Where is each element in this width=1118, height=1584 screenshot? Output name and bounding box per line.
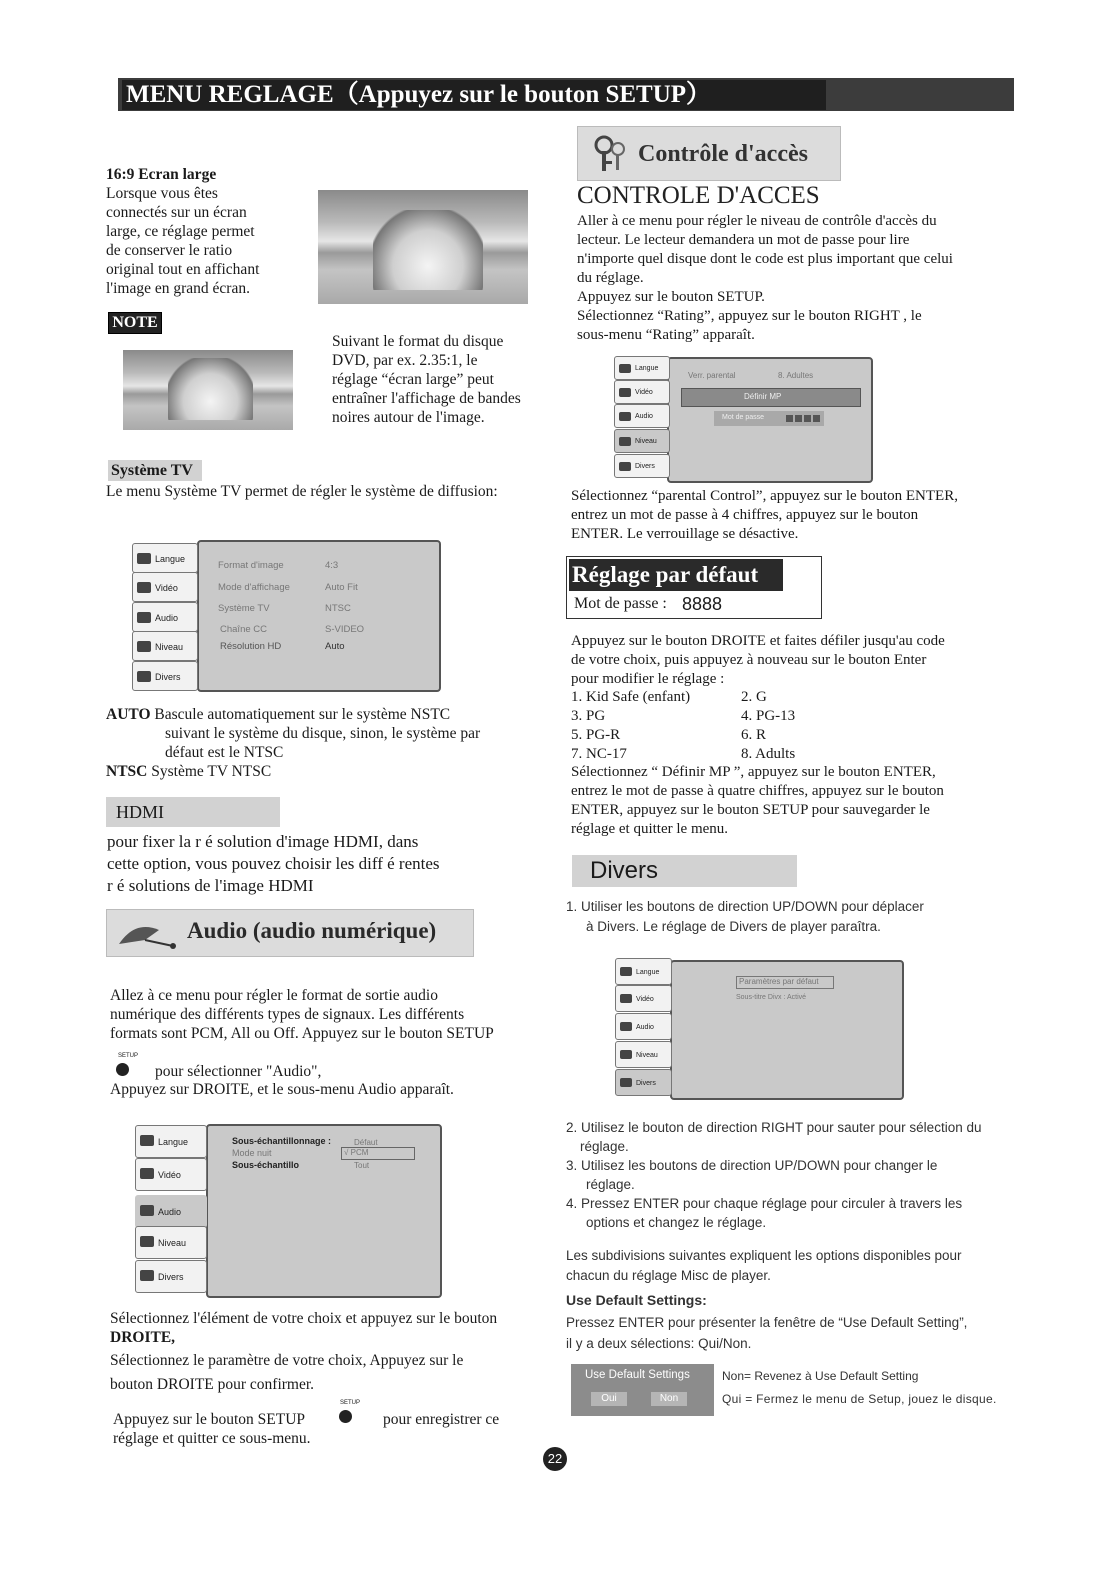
note-line: entraîner l'affichage de bandes [332, 390, 521, 407]
note-text [332, 332, 562, 427]
password-field[interactable]: Mot de passe [714, 411, 824, 426]
ntsc-description [106, 762, 546, 781]
access-heading: CONTROLE D'ACCES [577, 182, 820, 209]
wide-line: connectés sur un écran [106, 204, 247, 221]
access-line: n'importe quel disque dont le code est plus important que celui [577, 251, 953, 267]
sidebar-item-divers[interactable]: Divers [615, 1069, 672, 1096]
audio-text [110, 986, 550, 1043]
password-value: 8888 [682, 594, 723, 614]
sidebar-item-divers[interactable]: Divers [132, 661, 198, 691]
hdmi-line: r é solutions de l'image HDMI [107, 876, 314, 895]
wide-screen-section [106, 165, 306, 298]
select-instructions [110, 1309, 560, 1394]
access-line: Appuyez sur le bouton SETUP. [577, 289, 765, 305]
setup-button-icon [116, 1063, 129, 1076]
audio-line: numérique des différents types de signaux. Les différents [110, 1006, 465, 1023]
menu-row-value: Auto [325, 641, 345, 652]
sidebar-item-niveau[interactable]: Niveau [614, 429, 670, 453]
lock-icon [620, 1050, 632, 1059]
lock-icon [140, 1236, 154, 1247]
divers-menu-sidebar [615, 958, 675, 1098]
non-button[interactable]: Non [651, 1392, 687, 1406]
parental-text [571, 487, 1021, 544]
hdmi-text [107, 831, 547, 897]
sidebar-item-video[interactable]: Vidéo [132, 572, 198, 602]
note-badge: NOTE [108, 312, 162, 334]
folder-icon [619, 462, 631, 471]
auto-line: suivant le système du disque, sinon, le système par [165, 725, 481, 742]
divers-step: réglage. [586, 1177, 635, 1192]
speaker-icon [137, 553, 151, 564]
tv-system-heading: Système TV [108, 460, 202, 481]
audio-icon [619, 412, 631, 421]
password-dots [786, 415, 820, 422]
folder-icon [140, 1270, 154, 1281]
access-line: du réglage. [577, 270, 644, 286]
define-line: réglage et quitter le menu. [571, 821, 729, 837]
satellite-dish-icon [115, 918, 179, 950]
subdivisions-text: Les subdivisions suivantes expliquent les options disponibles pour chacun du réglage Misc de player. [566, 1248, 962, 1283]
wide-line: l'image en grand écran. [106, 280, 250, 297]
auto-line: défaut est le NTSC [165, 744, 284, 761]
tv-icon [619, 388, 631, 397]
parental-line: Sélectionnez “parental Control”, appuyez sur le bouton ENTER, [571, 488, 958, 504]
sidebar-item-langue[interactable]: Langue [135, 1125, 207, 1158]
sidebar-item-video[interactable]: Vidéo [614, 380, 670, 404]
access-line: sous-menu “Rating” apparaît. [577, 327, 755, 343]
hdmi-line: cette option, vous pouvez choisir les diff é rentes [107, 854, 440, 873]
default-line: de votre choix, puis appuyez à nouveau sur le bouton Enter [571, 652, 927, 668]
dialog-title: Use Default Settings [585, 1369, 690, 1381]
sidebar-item-niveau[interactable]: Niveau [132, 631, 198, 661]
use-default-text: Pressez ENTER pour présenter la fenêtre de “Use Default Setting”, il y a deux sélections: Qui/Non. [566, 1315, 968, 1351]
setup-small-label: SETUP [118, 1053, 139, 1059]
audio-heading-box [106, 909, 474, 957]
audio-row-value: Tout [354, 1161, 370, 1170]
menu-row-value: 4:3 [325, 560, 339, 571]
access-title: Contrôle d'accès [638, 141, 808, 167]
non-explanation: Non= Revenez à Use Default Setting [722, 1369, 919, 1383]
audio-icon [620, 1022, 632, 1031]
save-text: réglage et quitter ce sous-menu. [113, 1430, 311, 1447]
save-text: Appuyez sur le bouton SETUP [113, 1411, 306, 1428]
hdmi-line: pour fixer la r é solution d'image HDMI, dans [107, 832, 419, 851]
ntsc-text: Système TV NTSC [151, 763, 272, 780]
default-text [571, 632, 1021, 689]
select-line: DROITE, [110, 1329, 176, 1346]
menu-row-label[interactable]: Résolution HD [220, 641, 282, 652]
audio-row-label[interactable]: Sous-échantillonnage : [232, 1136, 332, 1146]
lock-icon [137, 641, 151, 652]
sidebar-item-video[interactable]: Vidéo [135, 1158, 207, 1191]
menu-row-label[interactable]: Chaîne CC [220, 624, 267, 635]
sidebar-item-audio[interactable]: Audio [614, 404, 670, 428]
keys-icon [590, 133, 630, 175]
speaker-icon [619, 364, 631, 373]
access-title-box [577, 126, 841, 181]
wide-line: original tout en affichant [106, 261, 260, 278]
define-line: entrez le mot de passe à quatre chiffres, appuyez sur le bouton [571, 783, 944, 799]
parental-lock-value: 8. Adultes [778, 371, 814, 380]
rating-row: 5. PG-R 6. R [571, 727, 767, 743]
audio-menu-sidebar [135, 1125, 211, 1295]
note-line: noires autour de l'image. [332, 409, 485, 426]
audio-row-label[interactable]: Sous-échantillo [232, 1160, 300, 1170]
audio-line: formats sont PCM, All ou Off. Appuyez sur le bouton SETUP [110, 1025, 494, 1042]
page-title: MENU REGLAGE（Appuyez sur le bouton SETUP） [122, 80, 826, 110]
default-settings-title: Réglage par défaut [569, 559, 783, 591]
setup-button-icon [339, 1410, 352, 1423]
setup-small-label: SETUP [340, 1400, 361, 1406]
default-params-option[interactable]: Paramètres par défaut [736, 976, 834, 989]
wide-screen-heading: 16:9 Ecran large [106, 166, 217, 183]
divers-steps [566, 1118, 1026, 1232]
select-line: bouton DROITE pour confirmer. [110, 1376, 315, 1393]
access-text [577, 212, 1017, 345]
sidebar-item-langue[interactable]: Langue [615, 958, 672, 985]
set-password-option[interactable]: Définir MP [681, 388, 861, 407]
speaker-icon [140, 1135, 154, 1146]
password-label: Mot de passe : [574, 595, 667, 612]
access-line: lecteur. Le lecteur demandera un mot de passe pour lire [577, 232, 910, 248]
divx-subtitle-row[interactable]: Sous-titre Divx : Activé [736, 994, 807, 1001]
define-line: ENTER, appuyez sur le bouton SETUP pour sauvegarder le [571, 802, 930, 818]
sidebar-item-audio[interactable]: Audio [132, 602, 198, 632]
audio-line: Allez à ce menu pour régler le format de sortie audio [110, 987, 438, 1004]
menu-row-value: NTSC [325, 603, 351, 614]
audio-icon [137, 612, 151, 623]
note-line: réglage “écran large” peut [332, 371, 494, 388]
rating-row: 1. Kid Safe (enfant) 2. G [571, 689, 767, 705]
sidebar-item-audio[interactable]: Audio [135, 1195, 207, 1228]
divers-step-1: 1. Utiliser les boutons de direction UP/DOWN pour déplacer à Divers. Le réglage de Divers de player paraîtra. [566, 899, 924, 934]
parental-line: ENTER. Le verrouillage se désactive. [571, 526, 799, 542]
auto-label: AUTO [106, 706, 151, 723]
audio-pcm-option[interactable]: √ PCM [341, 1147, 415, 1160]
iceberg-image-letterbox [123, 350, 293, 430]
select-line: Sélectionnez le paramètre de votre choix, Appuyez sur le [110, 1352, 464, 1369]
divers-step: options et changez le réglage. [586, 1215, 767, 1230]
audio-right-text: Appuyez sur DROITE, et le sous-menu Audio apparaît. [110, 1081, 454, 1098]
parental-line: entrez un mot de passe à 4 chiffres, appuyez sur le bouton [571, 507, 919, 523]
divers-step: 2. Utilisez le bouton de direction RIGHT pour sauter pour sélection du [566, 1120, 982, 1135]
default-line: pour modifier le réglage : [571, 671, 725, 687]
sidebar-item-divers[interactable]: Divers [614, 454, 670, 478]
folder-icon [620, 1078, 632, 1087]
note-line: Suivant le format du disque [332, 333, 504, 350]
tv-icon [140, 1168, 154, 1179]
divers-step: réglage. [580, 1139, 629, 1154]
audio-select-text: pour sélectionner "Audio", [155, 1063, 322, 1080]
iceberg-image-wide [318, 190, 528, 304]
speaker-icon [620, 967, 632, 976]
folder-icon [137, 671, 151, 682]
ntsc-label: NTSC [106, 763, 148, 780]
rating-row: 7. NC-17 8. Adults [571, 746, 796, 762]
define-line: Sélectionnez “ Définir MP ”, appuyez sur le bouton ENTER, [571, 764, 936, 780]
use-default-heading: Use Default Settings: [566, 1292, 707, 1308]
tv-system-text: Le menu Système TV permet de régler le système de diffusion: [106, 483, 498, 500]
save-text: pour enregistrer ce [383, 1411, 500, 1428]
tv-menu-sidebar [132, 543, 202, 693]
sidebar-item-video[interactable]: Vidéo [615, 985, 672, 1012]
lock-icon [619, 437, 631, 446]
menu-row-label[interactable]: Mode d'affichage [218, 582, 290, 593]
access-line: Aller à ce menu pour régler le niveau de contrôle d'accès du [577, 213, 937, 229]
select-line: Sélectionnez l'élément de votre choix et appuyez sur le bouton [110, 1310, 498, 1327]
divers-step: 4. Pressez ENTER pour chaque réglage pour circuler à travers les [566, 1196, 963, 1211]
define-text [571, 763, 1021, 839]
ratings-list [571, 688, 831, 764]
menu-row-label[interactable]: Format d'image [218, 560, 284, 571]
access-line: Sélectionnez “Rating”, appuyez sur le bouton RIGHT , le [577, 308, 922, 324]
tv-icon [620, 994, 632, 1003]
divers-step: 3. Utilisez les boutons de direction UP/DOWN pour changer le [566, 1158, 938, 1173]
wide-line: Lorsque vous êtes [106, 185, 218, 202]
menu-row-label[interactable]: Système TV [218, 603, 270, 614]
rating-row: 3. PG 4. PG-13 [571, 708, 796, 724]
audio-icon [140, 1205, 154, 1216]
auto-continued [165, 724, 545, 762]
oui-button[interactable]: Oui [591, 1392, 627, 1406]
default-line: Appuyez sur le bouton DROITE et faites défiler jusqu'au code [571, 633, 945, 649]
wide-line: de conserver le ratio [106, 242, 233, 259]
sidebar-item-langue[interactable]: Langue [614, 356, 670, 380]
wide-line: large, ce réglage permet [106, 223, 255, 240]
page-number: 22 [543, 1447, 567, 1471]
sidebar-item-divers[interactable]: Divers [135, 1260, 207, 1293]
hdmi-heading: HDMI [106, 797, 280, 827]
audio-row-value: Défaut [354, 1138, 378, 1147]
auto-line: Bascule automatiquement sur le système NSTC [154, 706, 451, 723]
sidebar-item-langue[interactable]: Langue [132, 543, 198, 573]
access-menu-sidebar [614, 356, 674, 480]
auto-description [106, 705, 546, 724]
audio-row-label[interactable]: Mode nuit [232, 1148, 272, 1158]
sidebar-item-niveau[interactable]: Niveau [135, 1226, 207, 1259]
tv-icon [137, 582, 151, 593]
menu-row-value: S-VIDEO [325, 624, 365, 635]
audio-heading: Audio (audio numérique) [187, 918, 437, 943]
divers-heading: Divers [572, 855, 797, 887]
note-line: DVD, par ex. 2.35:1, le [332, 352, 478, 369]
parental-lock-label[interactable]: Verr. parental [688, 371, 736, 380]
menu-row-value: Auto Fit [325, 582, 358, 593]
use-default-dialog [571, 1364, 714, 1416]
sidebar-item-niveau[interactable]: Niveau [615, 1041, 672, 1068]
qui-explanation: Qui = Fermez le menu de Setup, jouez le disque. [722, 1392, 997, 1406]
sidebar-item-audio[interactable]: Audio [615, 1013, 672, 1040]
